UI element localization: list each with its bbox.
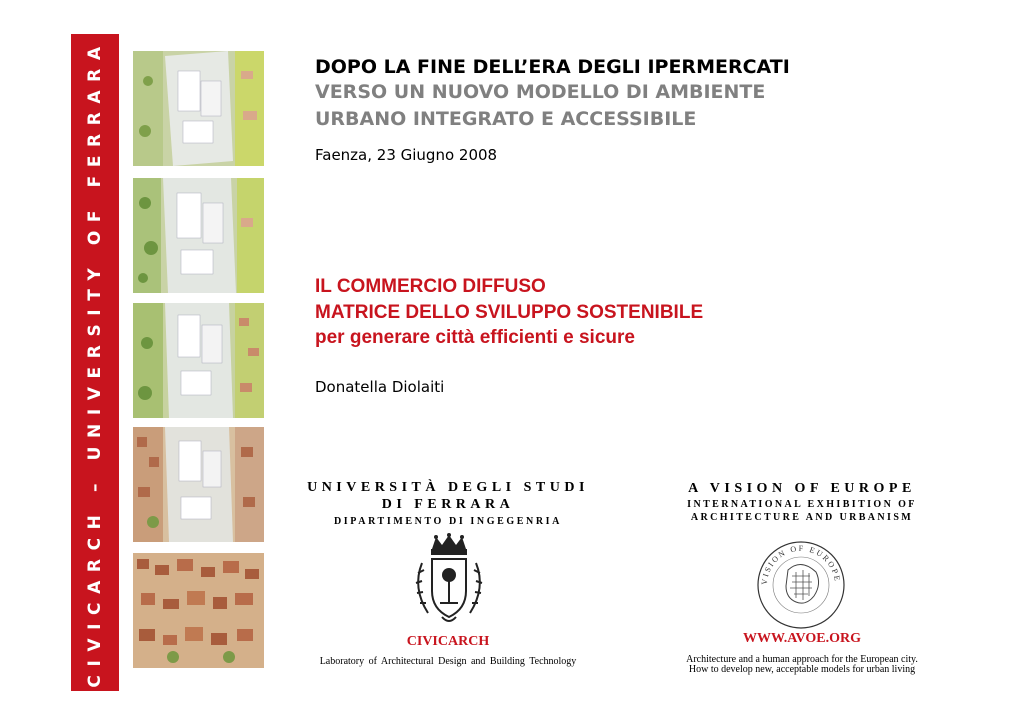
lab-name: CIVICARCH — [406, 634, 490, 649]
lab-description: Laboratory of Architectural Design and Building Technology — [319, 656, 577, 667]
talk-subtitle: per generare città efficienti e sicure — [315, 327, 635, 348]
title-line-3: URBANO INTEGRATO E ACCESSIBILE — [315, 108, 697, 130]
author-name: Donatella Diolaiti — [315, 378, 445, 396]
title-line-2: VERSO UN NUOVO MODELLO DI AMBIENTE — [315, 81, 766, 103]
urban-plan-stage-1-icon — [133, 51, 264, 166]
title-line-1: DOPO LA FINE DELL’ERA DEGLI IPERMERCATI — [315, 56, 790, 78]
university-name-line-1: UNIVERSITÀ DEGLI STUDI — [307, 480, 589, 495]
avoe-subtitle-1: INTERNATIONAL EXHIBITION OF — [687, 499, 917, 510]
event-date: Faenza, 23 Giugno 2008 — [315, 146, 498, 164]
seal-text: VISION OF EUROPE — [759, 543, 843, 586]
urban-plan-stage-4-icon — [133, 427, 264, 542]
urban-plan-stage-3-icon — [133, 303, 264, 418]
avoe-website-link[interactable]: WWW.AVOE.ORG — [743, 631, 861, 646]
talk-title-line-1: IL COMMERCIO DIFFUSO — [315, 276, 546, 297]
sidebar-band — [71, 34, 119, 691]
avoe-description-line-1: Architecture and a human approach for the European city. — [686, 654, 918, 665]
talk-title-line-2: MATRICE DELLO SVILUPPO SOSTENIBILE — [315, 302, 704, 323]
sidebar-vertical-text: CIVICARCH – UNIVERSITY OF FERRARA — [85, 37, 105, 688]
university-name-line-2: DI FERRARA — [381, 497, 515, 512]
vision-of-europe-seal-icon — [756, 540, 846, 630]
urban-plan-stage-2-icon — [133, 178, 264, 293]
department-name: DIPARTIMENTO DI INGEGENRIA — [333, 516, 562, 527]
avoe-title: A VISION OF EUROPE — [688, 481, 916, 496]
avoe-description-line-2: How to develop new, acceptable models for urban living — [688, 664, 916, 675]
urban-plan-stage-5-icon — [133, 553, 264, 668]
university-crest-icon — [408, 533, 490, 627]
avoe-subtitle-2: ARCHITECTURE AND URBANISM — [690, 512, 914, 523]
